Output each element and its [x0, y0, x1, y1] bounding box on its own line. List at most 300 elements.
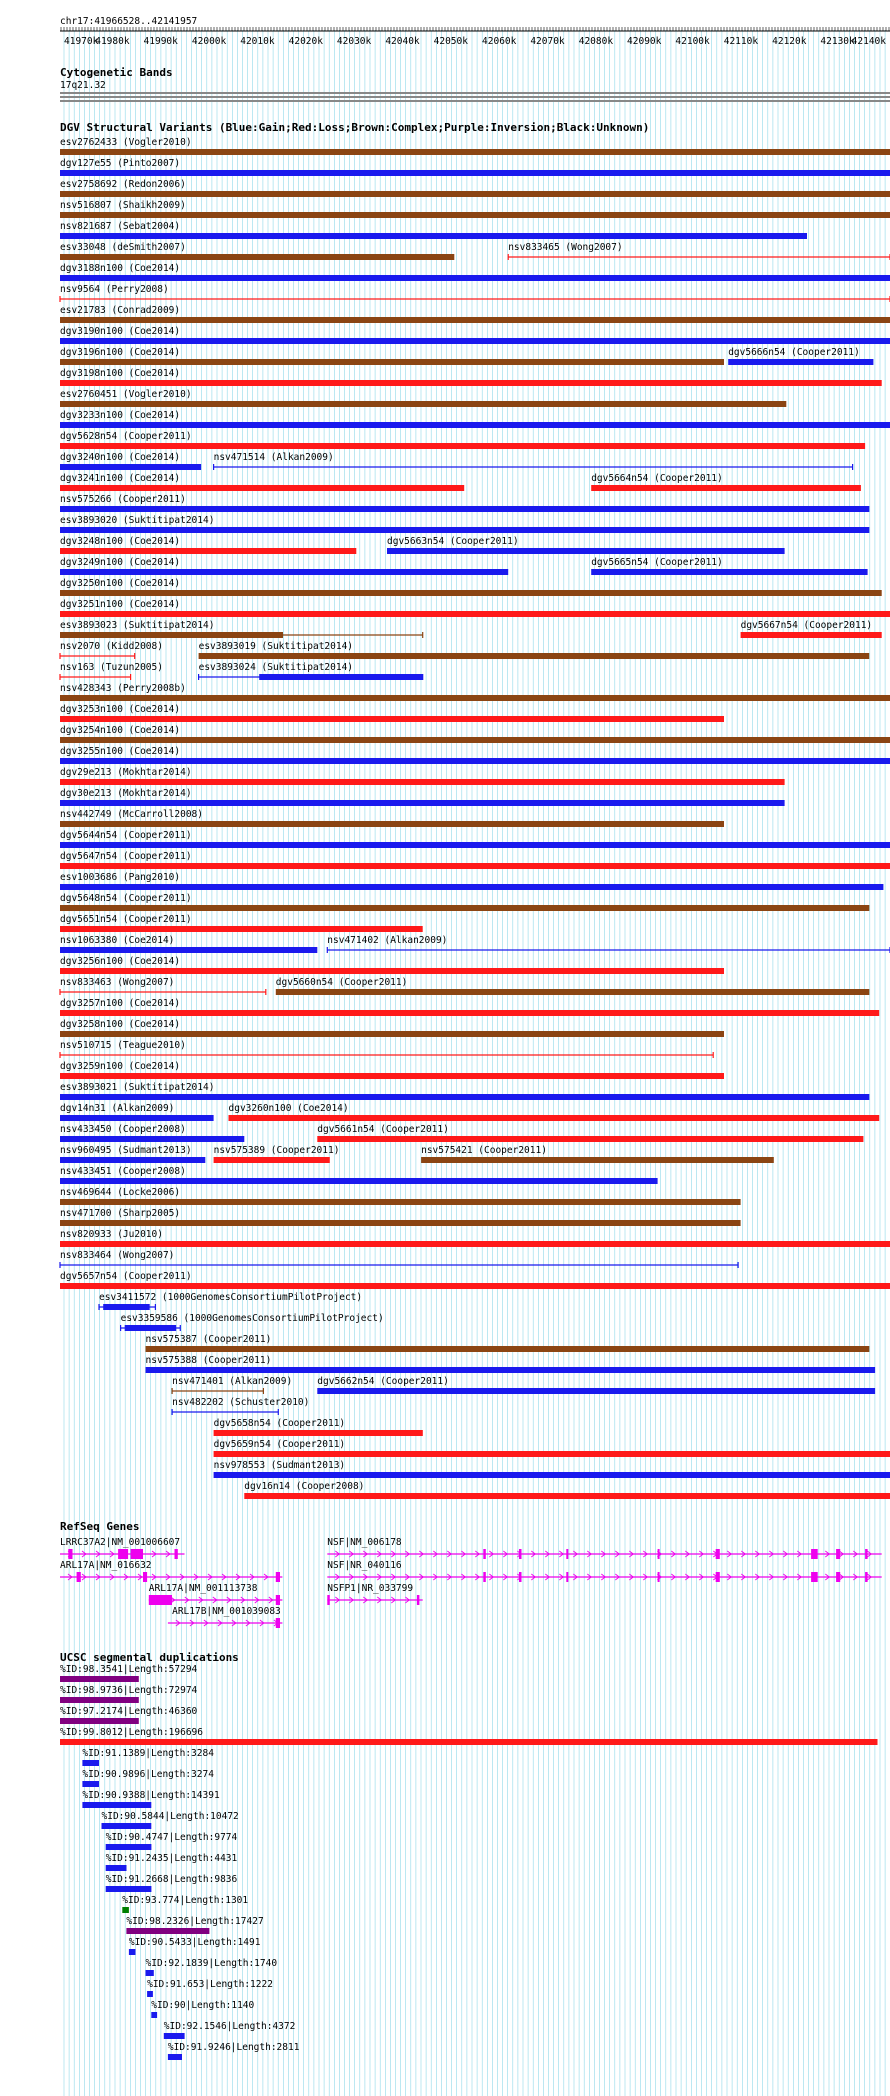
- gene-exon: [483, 1549, 486, 1559]
- segdup-feature[interactable]: [168, 2042, 300, 2060]
- variant-bar: [276, 989, 870, 995]
- dgv-variant[interactable]: [60, 389, 786, 407]
- variant-label: nsv833463 (Wong2007): [60, 977, 175, 988]
- dgv-variant[interactable]: [508, 242, 890, 260]
- dgv-variant[interactable]: [199, 662, 423, 680]
- variant-label: dgv3240n100 (Coe2014): [60, 452, 181, 463]
- variant-bar: [60, 1220, 741, 1226]
- segdup-label: %ID:91.2668|Length:9836: [105, 1874, 238, 1885]
- ruler-label: 41980k: [95, 36, 130, 47]
- gene-label: NSF|NR_040116: [327, 1560, 402, 1571]
- gene-exon: [276, 1618, 280, 1628]
- dgv-variant[interactable]: [60, 830, 890, 848]
- dgv-variant[interactable]: [60, 1208, 741, 1226]
- dgv-variant[interactable]: [60, 137, 890, 155]
- variant-bar: [214, 1451, 890, 1457]
- variant-bar: [60, 170, 890, 176]
- variant-label: dgv3241n100 (Coe2014): [60, 473, 181, 484]
- dgv-variant[interactable]: [214, 1439, 890, 1457]
- dgv-variant[interactable]: [60, 1019, 724, 1037]
- variant-label: dgv5666n54 (Cooper2011): [728, 347, 860, 358]
- dgv-variant[interactable]: [60, 1271, 890, 1289]
- gene-exon: [566, 1572, 568, 1582]
- variant-bar: [244, 1493, 890, 1499]
- gene-exon: [417, 1595, 420, 1605]
- dgv-variant[interactable]: [146, 1334, 870, 1352]
- segdup-bar: [106, 1844, 152, 1850]
- gene-label: NSFP1|NR_033799: [327, 1583, 414, 1594]
- segdup-bar: [168, 2054, 182, 2060]
- segdup-feature[interactable]: [129, 1937, 261, 1955]
- ruler-label: 42120k: [772, 36, 807, 47]
- segdup-feature[interactable]: [82, 1790, 220, 1808]
- variant-label: dgv3251n100 (Coe2014): [60, 599, 181, 610]
- dgv-variant[interactable]: [199, 641, 870, 659]
- segdup-label: %ID:91.1389|Length:3284: [82, 1748, 214, 1759]
- variant-label: nsv433450 (Cooper2008): [60, 1124, 186, 1135]
- gene-exon: [483, 1572, 486, 1582]
- variant-bar: [741, 632, 882, 638]
- variant-label: dgv3190n100 (Coe2014): [60, 326, 181, 337]
- dgv-variant[interactable]: [172, 1397, 309, 1415]
- variant-label: esv33048 (deSmith2007): [60, 242, 186, 253]
- gene-exon: [836, 1549, 840, 1559]
- variant-bar: [214, 1157, 330, 1163]
- variant-label: dgv3249n100 (Coe2014): [60, 557, 181, 568]
- segdup-feature[interactable]: [60, 1685, 198, 1703]
- dgv-variant[interactable]: [60, 263, 890, 281]
- variant-label: nsv978553 (Sudmant2013): [213, 1460, 346, 1471]
- variant-bar: [60, 1115, 214, 1121]
- segdup-bar: [106, 1886, 152, 1892]
- variant-bar: [317, 1388, 875, 1394]
- coordinate-ruler: [60, 27, 890, 47]
- variant-label: dgv16n14 (Cooper2008): [244, 1481, 365, 1492]
- variant-label: nsv433451 (Cooper2008): [60, 1166, 186, 1177]
- segdup-bar: [129, 1949, 136, 1955]
- variant-label: nsv575266 (Cooper2011): [60, 494, 186, 505]
- dgv-variant[interactable]: [60, 746, 890, 764]
- variant-bar: [387, 548, 785, 554]
- variant-bar: [60, 590, 882, 596]
- variant-bar: [60, 569, 508, 575]
- segdup-feature[interactable]: [122, 1895, 248, 1913]
- variant-label: nsv575387 (Cooper2011): [145, 1334, 272, 1345]
- segdup-label: %ID:98.9736|Length:72974: [60, 1685, 198, 1696]
- segdup-label: %ID:90.9388|Length:14391: [82, 1790, 220, 1801]
- gene-label: ARL17A|NM_001113738: [148, 1583, 258, 1594]
- variant-bar: [60, 1241, 890, 1247]
- variant-label: dgv5651n54 (Cooper2011): [60, 914, 192, 925]
- segdup-feature[interactable]: [60, 1706, 198, 1724]
- segdup-feature[interactable]: [82, 1748, 214, 1766]
- dgv-variant[interactable]: [60, 935, 317, 953]
- segdup-label: %ID:91.9246|Length:2811: [167, 2042, 300, 2053]
- segdup-feature[interactable]: [102, 1811, 239, 1829]
- variant-label: dgv3248n100 (Coe2014): [60, 536, 181, 547]
- variant-bar: [60, 800, 785, 806]
- dgv-variant[interactable]: [60, 221, 807, 239]
- gene-label: LRRC37A2|NM_001006607: [60, 1537, 181, 1548]
- dgv-variant[interactable]: [60, 452, 201, 470]
- variant-label: nsv163 (Tuzun2005): [60, 662, 163, 673]
- variant-bar: [60, 1136, 244, 1142]
- variant-bar: [60, 254, 454, 260]
- variant-label: dgv3250n100 (Coe2014): [60, 578, 181, 589]
- segdup-label: %ID:90.4747|Length:9774: [105, 1832, 238, 1843]
- variant-label: esv2760451 (Vogler2010): [60, 389, 192, 400]
- gene-exon: [865, 1572, 868, 1582]
- ruler-label: 42020k: [288, 36, 323, 47]
- dgv-variant[interactable]: [60, 473, 464, 491]
- ruler-label: 41990k: [143, 36, 178, 47]
- variant-bar: [60, 1094, 869, 1100]
- dgv-variant[interactable]: [60, 536, 356, 554]
- gene-label: NSF|NM_006178: [327, 1537, 402, 1548]
- variant-label: nsv510715 (Teague2010): [60, 1040, 186, 1051]
- dgv-variant[interactable]: [317, 1124, 863, 1142]
- dgv-variant[interactable]: [60, 914, 423, 932]
- variant-bar: [60, 506, 869, 512]
- dgv-variant[interactable]: [60, 578, 882, 596]
- ruler-label: 42050k: [433, 36, 468, 47]
- variant-label: dgv5659n54 (Cooper2011): [213, 1439, 346, 1450]
- variant-bar: [60, 464, 201, 470]
- variant-bar: [60, 527, 869, 533]
- dgv-variant[interactable]: [60, 158, 890, 176]
- variant-label: nsv471402 (Alkan2009): [327, 935, 448, 946]
- segdup-bar: [151, 2012, 157, 2018]
- variant-label: dgv5664n54 (Cooper2011): [591, 473, 723, 484]
- dgv-variant[interactable]: [60, 326, 890, 344]
- dgv-variant[interactable]: [60, 410, 890, 428]
- variant-label: dgv3233n100 (Coe2014): [60, 410, 181, 421]
- variant-label: dgv5661n54 (Cooper2011): [317, 1124, 449, 1135]
- ruler-label: 42130k: [820, 36, 855, 47]
- variant-label: esv3893020 (Suktitipat2014): [60, 515, 215, 526]
- variant-bar: [60, 947, 317, 953]
- dgv-variant[interactable]: [60, 893, 869, 911]
- dgv-variant[interactable]: [387, 536, 785, 554]
- variant-bar: [60, 611, 890, 617]
- variant-bar: [60, 695, 890, 701]
- cytoband-ideogram[interactable]: [60, 92, 890, 102]
- dgv-variant[interactable]: [60, 599, 890, 617]
- segdup-bar: [82, 1781, 99, 1787]
- dgv-variant[interactable]: [60, 179, 890, 197]
- variant-label: nsv471700 (Sharp2005): [60, 1208, 181, 1219]
- refseq-gene[interactable]: [149, 1583, 283, 1605]
- dgv-variant[interactable]: [60, 683, 890, 701]
- dgv-variant[interactable]: [60, 1145, 205, 1163]
- gene-label: ARL17A|NM_016632: [60, 1560, 152, 1571]
- variant-label: dgv127e55 (Pinto2007): [60, 158, 181, 169]
- variant-bar: [317, 1136, 863, 1142]
- variant-bar: [60, 401, 786, 407]
- variant-bar: [60, 1283, 890, 1289]
- dgv-variant[interactable]: [60, 956, 724, 974]
- variant-label: dgv29e213 (Mokhtar2014): [60, 767, 192, 778]
- variant-label: nsv469644 (Locke2006): [60, 1187, 181, 1198]
- dgv-variant[interactable]: [60, 1124, 244, 1142]
- variant-bar: [60, 1157, 205, 1163]
- variant-bar: [199, 653, 870, 659]
- dgv-variant[interactable]: [421, 1145, 774, 1163]
- variant-label: dgv3253n100 (Coe2014): [60, 704, 181, 715]
- variant-label: dgv3258n100 (Coe2014): [60, 1019, 181, 1030]
- variant-bar: [60, 926, 423, 932]
- ruler-label: 42000k: [191, 36, 227, 47]
- gene-exon: [865, 1549, 868, 1559]
- gene-exon: [566, 1549, 568, 1559]
- variant-label: nsv9564 (Perry2008): [60, 284, 169, 295]
- dgv-variant[interactable]: [60, 515, 869, 533]
- dgv-variant[interactable]: [317, 1376, 875, 1394]
- dgv-variant[interactable]: [60, 284, 890, 302]
- variant-bar: [60, 443, 865, 449]
- segdup-label: %ID:92.1839|Length:1740: [145, 1958, 278, 1969]
- variant-bar: [60, 863, 890, 869]
- segdup-feature[interactable]: [106, 1832, 238, 1850]
- variant-label: dgv5628n54 (Cooper2011): [60, 431, 192, 442]
- variant-label: dgv3196n100 (Coe2014): [60, 347, 181, 358]
- variant-bar: [60, 821, 724, 827]
- dgv-variant[interactable]: [99, 1292, 362, 1310]
- segdup-bar: [164, 2033, 185, 2039]
- segdup-bar: [126, 1928, 209, 1934]
- segdup-label: %ID:91.2435|Length:4431: [105, 1853, 238, 1864]
- variant-label: nsv575389 (Cooper2011): [213, 1145, 340, 1156]
- variant-bar: [60, 716, 724, 722]
- variant-bar: [214, 1430, 423, 1436]
- segdup-feature[interactable]: [106, 1874, 238, 1892]
- variant-bar: [60, 884, 883, 890]
- variant-label: dgv3198n100 (Coe2014): [60, 368, 181, 379]
- dgv-variant[interactable]: [60, 662, 163, 680]
- segdup-bar: [146, 1970, 154, 1976]
- gene-exon: [77, 1572, 81, 1582]
- dgv-variant[interactable]: [60, 347, 724, 365]
- variant-label: nsv1063380 (Coe2014): [60, 935, 175, 946]
- dgv-variant[interactable]: [60, 977, 266, 995]
- ruler-label: 42100k: [675, 36, 710, 47]
- variant-bar: [60, 275, 890, 281]
- variant-label: nsv471514 (Alkan2009): [213, 452, 334, 463]
- refseq-gene[interactable]: [168, 1606, 283, 1628]
- segdup-feature[interactable]: [164, 2021, 296, 2039]
- dgv-track-title: DGV Structural Variants (Blue:Gain;Red:Loss;Brown:Complex;Purple:Inversion;Black:Unknown): [60, 121, 650, 134]
- dgv-variant[interactable]: [60, 725, 890, 743]
- dgv-variant[interactable]: [327, 935, 890, 953]
- dgv-variant[interactable]: [60, 557, 508, 575]
- gene-exon: [811, 1572, 818, 1582]
- variant-bar: [60, 758, 890, 764]
- segdup-feature[interactable]: [151, 2000, 254, 2018]
- segdup-track-title: UCSC segmental duplications: [60, 1651, 239, 1664]
- dgv-variant[interactable]: [60, 494, 869, 512]
- dgv-variant[interactable]: [741, 620, 882, 638]
- variant-label: dgv5648n54 (Cooper2011): [60, 893, 192, 904]
- dgv-variant[interactable]: [60, 431, 865, 449]
- variant-bar: [229, 1115, 880, 1121]
- ruler-label: 42060k: [482, 36, 517, 47]
- variant-label: esv21783 (Conrad2009): [60, 305, 181, 316]
- segdup-bar: [82, 1802, 151, 1808]
- gene-exon: [143, 1572, 147, 1582]
- dgv-variant[interactable]: [276, 977, 870, 995]
- segdup-bar: [82, 1760, 99, 1766]
- dgv-variant[interactable]: [60, 641, 163, 659]
- segdup-label: %ID:92.1546|Length:4372: [163, 2021, 296, 2032]
- variant-bar: [60, 737, 890, 743]
- dgv-variant[interactable]: [60, 851, 890, 869]
- dgv-variant[interactable]: [728, 347, 873, 365]
- location-label: chr17:41966528..42141957: [60, 16, 198, 27]
- variant-label: dgv30e213 (Mokhtar2014): [60, 788, 192, 799]
- segdup-label: %ID:98.3541|Length:57294: [60, 1664, 198, 1675]
- dgv-variant[interactable]: [60, 1061, 724, 1079]
- segdup-bar: [60, 1676, 139, 1682]
- variant-label: dgv5663n54 (Cooper2011): [387, 536, 519, 547]
- variant-label: nsv2070 (Kidd2008): [60, 641, 163, 652]
- dgv-variant[interactable]: [214, 1418, 423, 1436]
- ruler-label: 42140k: [851, 36, 886, 47]
- dgv-variant[interactable]: [60, 200, 890, 218]
- segdup-label: %ID:90.5844|Length:10472: [101, 1811, 239, 1822]
- segdup-bar: [122, 1907, 129, 1913]
- variant-label: esv3893023 (Suktitipat2014): [60, 620, 215, 631]
- variant-label: esv3893021 (Suktitipat2014): [60, 1082, 215, 1093]
- cytoband-label: 17q21.32: [60, 80, 106, 91]
- dgv-variant[interactable]: [591, 473, 861, 491]
- segdup-feature[interactable]: [82, 1769, 214, 1787]
- segdup-feature[interactable]: [60, 1664, 198, 1682]
- gene-exon: [811, 1549, 818, 1559]
- variant-label: nsv471401 (Alkan2009): [172, 1376, 293, 1387]
- dgv-variant[interactable]: [60, 1040, 713, 1058]
- dgv-variant[interactable]: [60, 1250, 738, 1268]
- segdup-label: %ID:90.9896|Length:3274: [82, 1769, 214, 1780]
- variant-bar: [60, 779, 785, 785]
- dgv-variant[interactable]: [60, 1166, 658, 1184]
- variant-bar: [60, 338, 890, 344]
- variant-bar: [60, 233, 807, 239]
- variant-bar: [146, 1346, 870, 1352]
- variant-label: esv3893019 (Suktitipat2014): [198, 641, 354, 652]
- dgv-variant[interactable]: [172, 1376, 292, 1394]
- variant-label: nsv575421 (Cooper2011): [421, 1145, 547, 1156]
- dgv-variant[interactable]: [60, 242, 454, 260]
- variant-label: esv2762433 (Vogler2010): [60, 137, 192, 148]
- segdup-bar: [106, 1865, 127, 1871]
- variant-label: dgv3257n100 (Coe2014): [60, 998, 181, 1009]
- gene-exon: [716, 1549, 720, 1559]
- variant-bar: [214, 1472, 890, 1478]
- ruler-label: 42030k: [336, 36, 372, 47]
- segdup-label: %ID:91.653|Length:1222: [147, 1979, 273, 1990]
- segdup-label: %ID:99.8012|Length:196696: [60, 1727, 203, 1738]
- variant-core-bar: [103, 1304, 150, 1310]
- gene-exon: [131, 1549, 143, 1559]
- variant-label: dgv3256n100 (Coe2014): [60, 956, 181, 967]
- segdup-feature[interactable]: [60, 1727, 878, 1745]
- dgv-variant[interactable]: [60, 998, 879, 1016]
- variant-bar: [60, 1073, 724, 1079]
- dgv-variant[interactable]: [60, 704, 724, 722]
- variant-label: dgv5660n54 (Cooper2011): [275, 977, 408, 988]
- dgv-variant[interactable]: [214, 1460, 890, 1478]
- variant-label: nsv821687 (Sebat2004): [60, 221, 181, 232]
- variant-bar: [60, 842, 890, 848]
- segdup-feature[interactable]: [106, 1853, 238, 1871]
- variant-label: dgv5665n54 (Cooper2011): [591, 557, 723, 568]
- variant-label: dgv5657n54 (Cooper2011): [60, 1271, 192, 1282]
- variant-bar: [60, 968, 724, 974]
- segdup-label: %ID:90|Length:1140: [151, 2000, 255, 2011]
- segdup-bar: [102, 1823, 152, 1829]
- segdup-bar: [60, 1718, 139, 1724]
- dgv-structural-variants-track: [60, 137, 890, 1499]
- cytoband-track-title: Cytogenetic Bands: [60, 66, 173, 79]
- variant-bar: [60, 422, 890, 428]
- segmental-duplications-track: [60, 1664, 878, 2060]
- variant-bar: [60, 149, 890, 155]
- segdup-feature[interactable]: [126, 1916, 263, 1934]
- segdup-label: %ID:98.2326|Length:17427: [126, 1916, 264, 1927]
- dgv-variant[interactable]: [60, 1103, 214, 1121]
- ruler-label: 42010k: [240, 36, 275, 47]
- variant-label: nsv575388 (Cooper2011): [145, 1355, 272, 1366]
- dgv-variant[interactable]: [60, 305, 890, 323]
- variant-bar: [421, 1157, 774, 1163]
- variant-label: nsv482202 (Schuster2010): [172, 1397, 310, 1408]
- segdup-bar: [60, 1739, 878, 1745]
- variant-bar: [591, 485, 861, 491]
- variant-label: dgv5662n54 (Cooper2011): [317, 1376, 449, 1387]
- variant-bar: [60, 905, 869, 911]
- gene-exon: [118, 1549, 128, 1559]
- dgv-variant[interactable]: [591, 557, 867, 575]
- variant-label: esv3411572 (1000GenomesConsortiumPilotProject): [99, 1292, 363, 1303]
- variant-bar: [60, 359, 724, 365]
- variant-bar: [146, 1367, 876, 1373]
- dgv-variant[interactable]: [60, 1082, 869, 1100]
- variant-bar: [591, 569, 867, 575]
- variant-bar: [60, 1031, 724, 1037]
- gene-exon: [716, 1572, 720, 1582]
- variant-bar: [60, 380, 882, 386]
- dgv-variant[interactable]: [60, 368, 882, 386]
- variant-bar: [60, 212, 890, 218]
- gene-exon: [519, 1549, 522, 1559]
- variant-core-bar: [259, 674, 423, 680]
- variant-label: dgv5644n54 (Cooper2011): [60, 830, 192, 841]
- dgv-variant[interactable]: [60, 1187, 741, 1205]
- refseq-genes-track: [60, 1537, 882, 1628]
- variant-label: dgv5667n54 (Cooper2011): [740, 620, 873, 631]
- variant-label: nsv833464 (Wong2007): [60, 1250, 175, 1261]
- dgv-variant[interactable]: [60, 1229, 890, 1247]
- variant-label: esv3893024 (Suktitipat2014): [198, 662, 354, 673]
- gene-exon: [68, 1549, 72, 1559]
- gene-exon: [658, 1549, 660, 1559]
- dgv-variant[interactable]: [146, 1355, 876, 1373]
- dgv-variant[interactable]: [214, 1145, 340, 1163]
- variant-label: esv2758692 (Redon2006): [60, 179, 186, 190]
- dgv-variant[interactable]: [60, 809, 724, 827]
- gene-label: ARL17B|NM_001039083: [172, 1606, 281, 1617]
- dgv-variant[interactable]: [60, 620, 282, 638]
